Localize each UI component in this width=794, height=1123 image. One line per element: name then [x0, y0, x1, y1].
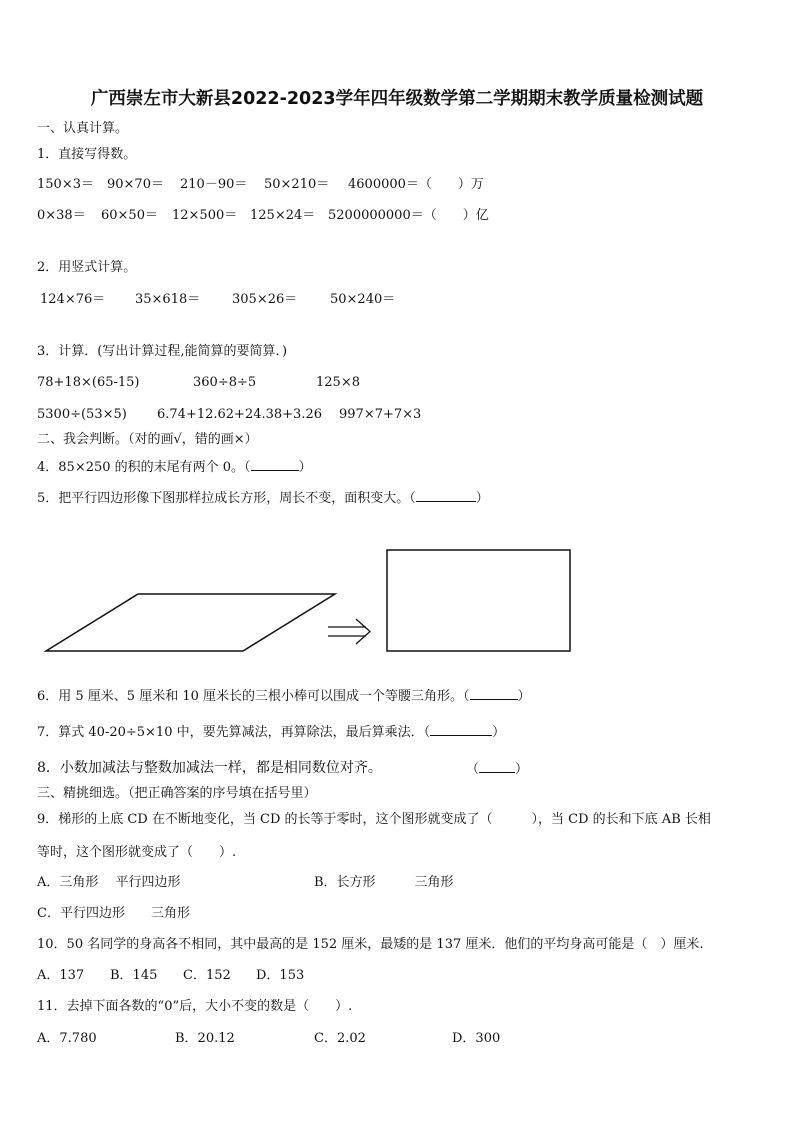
parallelogram-shape — [46, 594, 335, 651]
q10-question: 10．50 名同学的身高各不相同，其中最高的是 152 厘米，最矮的是 137 厘米．他们的平均身高可能是（ ）厘米. — [37, 937, 704, 952]
q3-item: 78+18×(65-15) — [37, 375, 140, 390]
close-paren: ） — [517, 689, 531, 704]
close-paren: ） — [515, 762, 529, 777]
answer-blank[interactable] — [479, 760, 515, 773]
q2-heading: 2．用竖式计算。 — [37, 260, 137, 275]
q3-item: 6.74+12.62+24.38+3.26 — [157, 407, 323, 422]
q1-item: 50×210＝ — [264, 177, 330, 192]
q3-heading: 3．计算．(写出计算过程,能简算的要简算．) — [37, 344, 288, 359]
q11-option[interactable]: A．7.780 — [37, 1031, 97, 1046]
q3-item: 5300÷(53×5) — [37, 407, 127, 422]
q3-item: 360÷8÷5 — [193, 375, 257, 390]
q1-heading: 1．直接写得数。 — [37, 147, 137, 162]
q1-item: 125×24＝ — [250, 208, 316, 223]
q3-item: 997×7+7×3 — [339, 407, 422, 422]
q8-text: 8．小数加减法与整数加减法一样，都是相同数位对齐。 — [37, 760, 382, 776]
answer-blank[interactable] — [430, 723, 492, 736]
q1-item: 5200000000＝（ ）亿 — [328, 208, 489, 223]
q6-text: 6．用 5 厘米、5 厘米和 10 厘米长的三根小棒可以围成一个等腰三角形。（ — [37, 689, 470, 704]
section-3-heading: 三、精挑细选。（把正确答案的序号填在括号里） — [37, 786, 317, 801]
close-paren: ） — [475, 491, 489, 506]
q6 — [37, 687, 531, 705]
q2-item: 50×240＝ — [330, 292, 396, 307]
q10-option[interactable]: A．137 — [37, 968, 85, 983]
page-title: 广西崇左市大新县2022-2023学年四年级数学第二学期期末教学质量检测试题 — [90, 89, 704, 109]
close-paren: ） — [492, 725, 506, 740]
double-arrow-icon — [328, 619, 370, 644]
answer-blank[interactable] — [470, 687, 518, 700]
q9-option-c[interactable]: C．平行四边形 三角形 — [37, 906, 190, 921]
section-2-heading: 二、我会判断。（对的画√，错的画×） — [37, 432, 258, 447]
q1-item: 0×38＝ — [37, 208, 86, 223]
q2-item: 305×26＝ — [232, 292, 298, 307]
q8-answer: （ ） — [466, 762, 529, 777]
q7-text: 7．算式 40-20÷5×10 中，要先算减法，再算除法，最后算乘法．（ — [37, 725, 431, 740]
q1-item: 90×70＝ — [107, 177, 164, 192]
q7 — [37, 723, 505, 741]
q11-option[interactable]: B．20.12 — [175, 1031, 235, 1046]
q1-item: 12×500＝ — [172, 208, 238, 223]
q2-item: 35×618＝ — [135, 292, 201, 307]
q9-option-a[interactable]: A．三角形 平行四边形 — [37, 875, 181, 890]
q5-text: 5．把平行四边形像下图那样拉成长方形，周长不变，面积变大。（ — [37, 491, 416, 506]
section-1-heading: 一、认真计算。 — [37, 121, 129, 136]
rectangle-shape — [387, 550, 570, 651]
q9-line2: 等时，这个图形就变成了（ ）. — [37, 845, 237, 860]
q10-option[interactable]: B．145 — [110, 968, 158, 983]
q1-item: 210－90＝ — [180, 177, 248, 192]
q10-option[interactable]: D．153 — [256, 968, 305, 983]
q2-item: 124×76＝ — [40, 292, 106, 307]
q3-item: 125×8 — [316, 375, 360, 390]
close-paren: ） — [298, 460, 312, 475]
q1-item: 4600000＝（ ）万 — [348, 177, 484, 192]
q11-option[interactable]: D．300 — [452, 1031, 501, 1046]
q10-option[interactable]: C．152 — [183, 968, 231, 983]
q4-text: 4．85×250 的积的末尾有两个 0。（ — [37, 460, 251, 475]
q9-option-b[interactable]: B．长方形 三角形 — [314, 875, 454, 890]
q1-item: 60×50＝ — [101, 208, 158, 223]
q11-question: 11．去掉下面各数的“0”后，大小不变的数是（ ）. — [37, 999, 353, 1014]
q1-item: 150×3＝ — [37, 177, 94, 192]
q9-line1: 9．梯形的上底 CD 在不断地变化，当 CD 的长等于零时，这个图形就变成了（ ），当 CD 的长和下底 AB 长相 — [37, 812, 711, 827]
q11-option[interactable]: C．2.02 — [314, 1031, 366, 1046]
